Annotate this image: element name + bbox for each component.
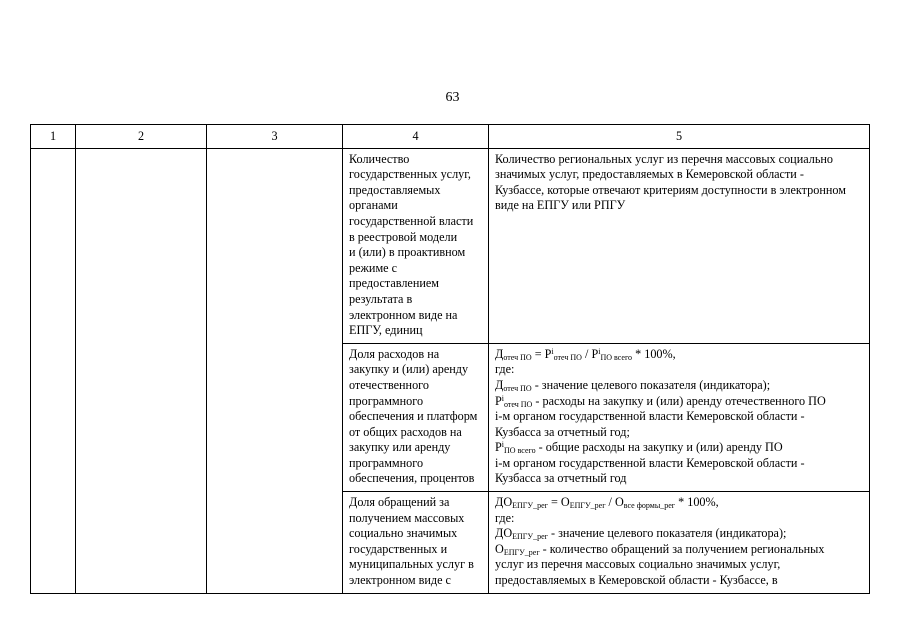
table-row bbox=[31, 148, 870, 343]
table-header-row bbox=[31, 125, 870, 149]
page-number: 63 bbox=[445, 90, 460, 105]
formula-definition: $Д_{отеч ПО}$ - значение целевого показателя (индикатора); bbox=[495, 377, 771, 393]
formula-definition: $О_{ЕПГУ\_рег}$ - количество обращений за получением региональных bbox=[495, 541, 825, 557]
formula-definition: $ДО_{ЕПГУ\_рег}$ - значение целевого показателя (индикатора); bbox=[495, 526, 787, 542]
empty-cell-col3 bbox=[207, 148, 343, 593]
indicator-name-cell bbox=[343, 148, 489, 343]
header-cell-3: 3 bbox=[207, 125, 343, 149]
indicators-table bbox=[30, 124, 870, 594]
formula-definition: услуг из перечня массовых социально значимых услуг, bbox=[495, 557, 781, 572]
formula-definition: предоставляемых в Кемеровской области - Кузбассе, в bbox=[495, 573, 778, 588]
header-cell-4: 4 bbox=[343, 125, 489, 149]
formula-definition: i-м органом государственной власти Кемеровской области - bbox=[495, 455, 805, 470]
empty-cell-col1 bbox=[31, 148, 76, 593]
formula-cell bbox=[489, 492, 870, 594]
empty-cell-col2 bbox=[76, 148, 207, 593]
calculation-method: Количество региональных услуг из перечня массовых социально значимых услуг, предоставляемых в Кемеровской области - Кузбассе, которые отвечают критериям доступности в электронном виде на ЕПГУ или РПГУ bbox=[495, 151, 846, 213]
formula-cell bbox=[489, 343, 870, 491]
formula-definition: $Р^i_{ПО всего}$ - общие расходы на закупку и (или) аренду ПО bbox=[495, 440, 783, 456]
header-cell-2: 2 bbox=[76, 125, 207, 149]
formula-definition: Кузбасса за отчетный год bbox=[495, 471, 627, 486]
formula-line: $ДО_{ЕПГУ\_рег} = О_{ЕПГУ\_рег} / О_{все формы\_рег} * 100\%$, bbox=[495, 495, 719, 511]
where-label: где: bbox=[495, 362, 515, 377]
header-cell-5: 5 bbox=[489, 125, 870, 149]
formula-definition: Кузбасса за отчетный год; bbox=[495, 424, 630, 439]
calculation-method-cell bbox=[489, 148, 870, 343]
indicator-name: Доля расходов на закупку и (или) аренду отечественного программного обеспечения и платформ от общих расходов на закупку или аренду программного обеспечения, процентов bbox=[349, 346, 478, 486]
formula-definition: $Р^i_{отеч ПО}$ - расходы на закупку и (или) аренду отечественного ПО bbox=[495, 393, 826, 409]
indicator-name: Количество государственных услуг, предоставляемых органами государственной власти в реестровой модели и (или) в проактивном режиме с предоставлением результата в электронном виде на ЕПГУ, единиц bbox=[349, 151, 474, 338]
formula-line: $Д_{отеч ПО} = Р^i_{отеч ПО} / Р^i_{ПО всего} * 100\%$, bbox=[495, 346, 676, 362]
indicator-name-cell bbox=[343, 492, 489, 594]
formula-definition: i-м органом государственной власти Кемеровской области - bbox=[495, 409, 805, 424]
where-label: где: bbox=[495, 510, 515, 525]
header-cell-1: 1 bbox=[31, 125, 76, 149]
indicator-name-cell bbox=[343, 343, 489, 491]
indicator-name: Доля обращений за получением массовых социально значимых государственных и муниципальных услуг в электронном виде с bbox=[349, 495, 474, 588]
